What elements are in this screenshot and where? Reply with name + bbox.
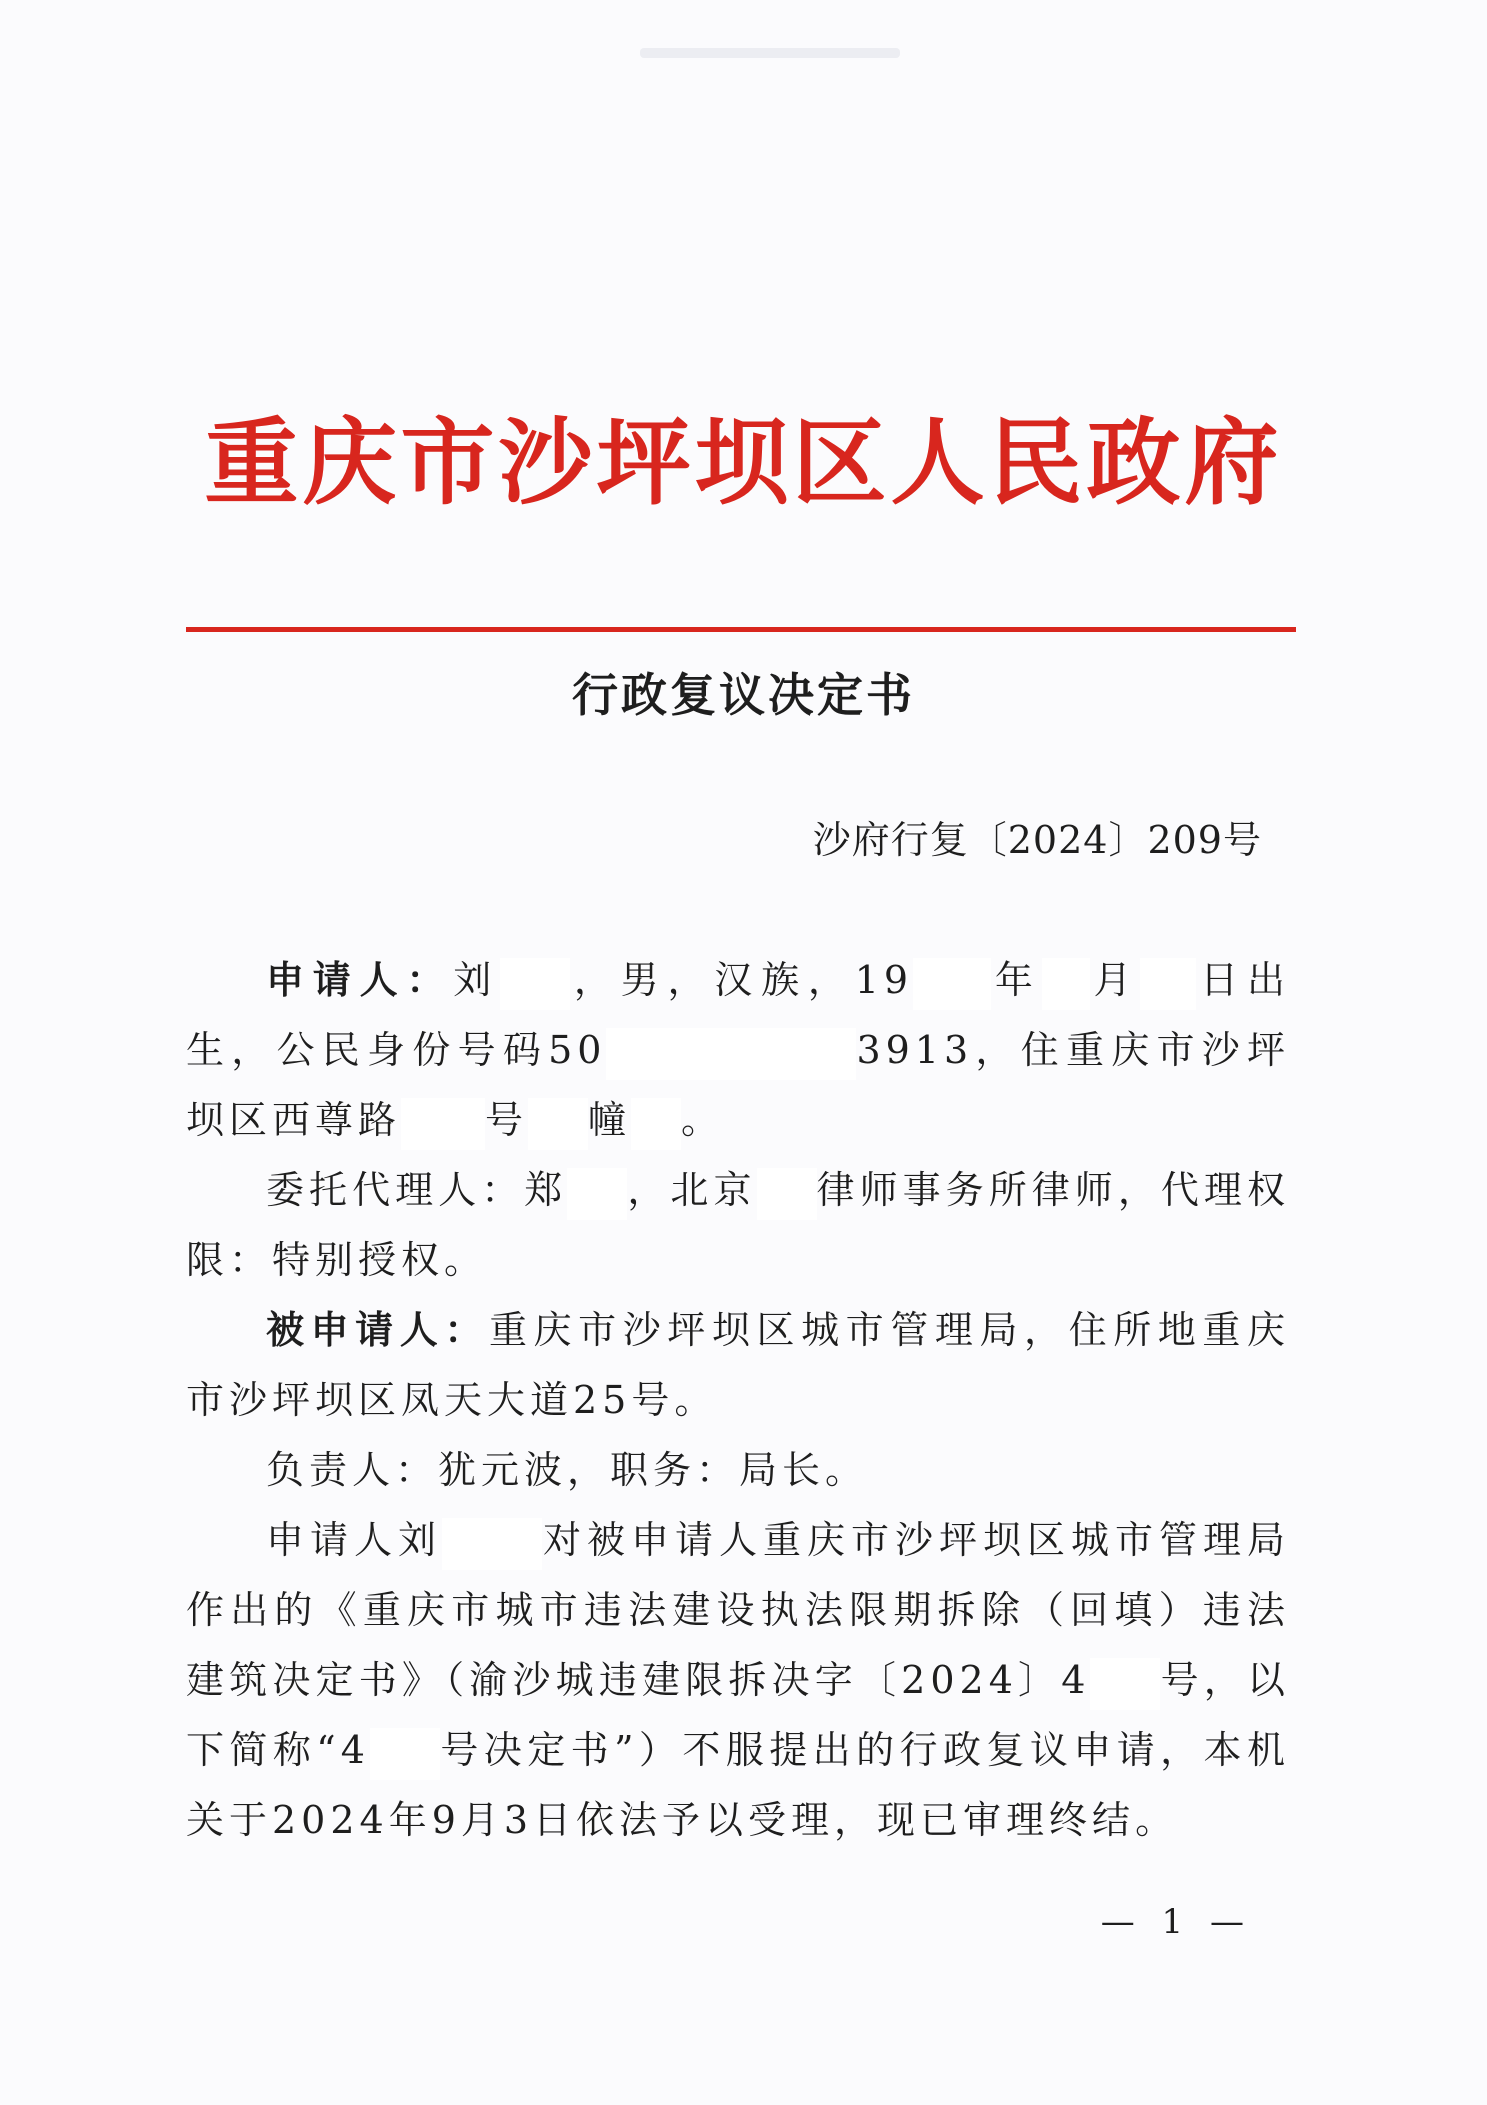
redaction [1140,958,1196,1010]
redaction [757,1168,817,1220]
agent-paragraph: 委托代理人：郑 ，北京 律师事务所律师，代理权限：特别授权。 [186,1168,1290,1282]
document-title: 行政复议决定书 [572,668,915,722]
redaction [442,1518,542,1570]
redaction [567,1168,627,1220]
issuer-header: 重庆市沙坪坝区人民政府 [204,408,1283,518]
document-body [186,945,1290,1855]
redaction [1090,1658,1160,1710]
applicant-label: 申请人： [266,957,454,1002]
redaction [631,1098,681,1150]
summary-paragraph: 申请人刘 对被申请人重庆市沙坪坝区城市管理局作出的《重庆市城市违法建设执法限期拆除（回填）违法建筑决定书》（渝沙城违建限拆决字〔2024〕4 号，以下简称“4 号决定书”）不服提出的行政复议申请，本机关于2024年9月3日依法予以受理，现已审理终结。 [186,1518,1290,1842]
document-number: 沙府行复〔2024〕209号 [812,818,1262,862]
responsible-paragraph: 负责人：犹元波，职务：局长。 [266,1448,869,1492]
red-divider [186,627,1296,632]
respondent-label: 被申请人： [266,1307,489,1352]
redaction [606,1028,856,1080]
redaction [401,1098,485,1150]
respondent-paragraph: 被申请人：重庆市沙坪坝区城市管理局，住所地重庆市沙坪坝区凤天大道25号。 [186,1307,1290,1422]
page-number: — 1 — [1100,1902,1252,1942]
redaction [370,1728,440,1780]
redaction [528,1098,588,1150]
redaction [500,958,570,1010]
redaction [913,958,991,1010]
redaction [1042,958,1090,1010]
applicant-paragraph: 申请人：刘 ，男，汉族，19 年 月 日出生，公民身份号码50 3913，住重庆市沙坪坝区西尊路 号 幢 。 [186,945,1290,1155]
scan-artifact [640,48,900,58]
